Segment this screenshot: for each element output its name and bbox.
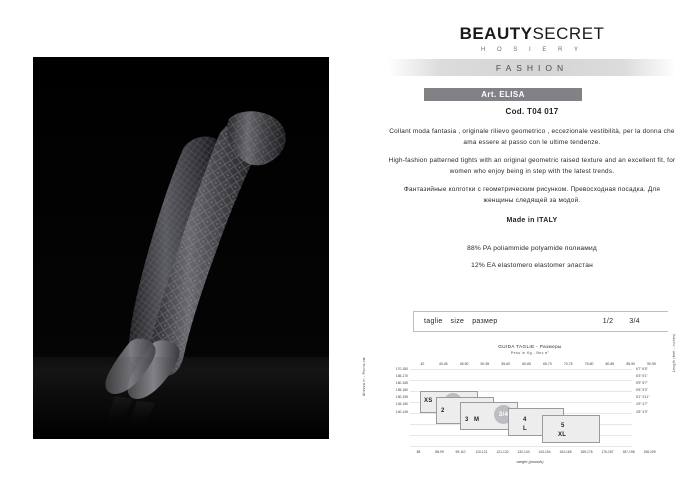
top-axis-tick: 50-55 — [480, 362, 490, 366]
bottom-axis-tick: 99-110 — [455, 450, 466, 454]
top-axis-tick: 80-85 — [605, 362, 615, 366]
left-axis-tick: 165-170 — [395, 374, 408, 379]
fashion-banner-label: FASHION — [495, 62, 569, 73]
size-block-label-xl: XL — [558, 432, 567, 438]
left-axis-ticks — [380, 366, 410, 416]
size-guide-title: GUIDA TAGLIE - Размеры — [498, 344, 562, 349]
sizes-labels — [414, 318, 603, 325]
size-guide-subtitle: Peso in Kg - Вес в° — [510, 351, 550, 355]
brand-subtitle: H O S I E R Y — [481, 47, 583, 53]
left-axis-tick: 155-160 — [395, 388, 408, 393]
article-badge — [424, 88, 582, 101]
right-axis-ticks — [634, 366, 660, 416]
bottom-axis-tick: 198-209 — [643, 450, 656, 454]
size-block-label-2: 2 — [441, 408, 445, 414]
grid-line — [410, 369, 632, 370]
size-guide-top-axis — [412, 362, 662, 366]
top-axis-tick: 85-90 — [626, 362, 636, 366]
brand-header — [388, 24, 676, 53]
right-axis-title: Length (feet - inches) — [672, 333, 676, 372]
bottom-axis-tick: 187-198 — [622, 450, 635, 454]
product-photo — [33, 57, 329, 439]
grid-line — [410, 380, 632, 381]
right-axis-tick: 6'3" 6'1" — [636, 374, 648, 379]
top-axis-tick: 70-75 — [563, 362, 573, 366]
left-axis-tick: 160-165 — [395, 381, 408, 386]
top-axis-tick: 90-95 — [647, 362, 656, 366]
article-label: Art. ELISA — [481, 90, 525, 99]
right-axis-tick: 4'9" 4'7" — [636, 402, 648, 407]
bottom-axis-tick: 143-154 — [538, 450, 551, 454]
made-in-label: Made in ITALY — [506, 217, 558, 224]
product-code: Cod. T04 017 — [505, 107, 559, 116]
size-block-5xl — [542, 415, 600, 443]
size-block-label-4: 4 — [523, 417, 527, 423]
top-axis-tick: 40-45 — [438, 362, 448, 366]
description-italian: Collant moda fantasia , originale rilievo geometrico , eccezionale vestibilità, per la donna che ama essere al passo con le ultime tendenze. — [389, 128, 675, 146]
size-guide-plot — [410, 369, 632, 447]
size-block-label-m: M — [474, 417, 480, 423]
sizes-label-en: size — [450, 318, 465, 325]
brand-name-part1: BEAUTY — [459, 24, 533, 43]
bottom-axis-title: weight (pounds) — [516, 460, 544, 464]
left-axis-tick: 170-180 — [395, 367, 408, 371]
size-value-1: 1/2 — [602, 318, 614, 325]
size-block-label-5: 5 — [561, 423, 565, 429]
sizes-values — [603, 318, 668, 325]
size-block-label-l: L — [523, 426, 527, 432]
right-axis-tick: 5'1" 4'11" — [636, 395, 650, 400]
bottom-axis-tick: 88 — [416, 450, 421, 454]
bottom-axis-tick: 121-132 — [496, 450, 509, 454]
top-axis-tick: 55-60 — [501, 362, 511, 366]
top-axis-tick: 60-65 — [522, 362, 531, 366]
fashion-banner — [388, 59, 676, 76]
bottom-axis-tick: 88-99 — [435, 450, 444, 454]
top-axis-tick: 45-50 — [459, 362, 469, 366]
size-circle-label: 3/4 — [498, 411, 509, 418]
brand-name-part2: SECRET — [532, 24, 605, 43]
right-axis-tick: 6'7" 6'5" — [636, 367, 648, 371]
right-axis-tick: 5'9" 5'7" — [636, 381, 648, 386]
top-axis-tick: 75-80 — [584, 362, 594, 366]
grid-line — [410, 446, 632, 447]
top-axis-tick: 65-70 — [543, 362, 552, 366]
left-axis-title: Altezza in - Росты см — [362, 357, 366, 396]
size-block-label-xs: XS — [424, 398, 433, 404]
description-english: High-fashion patterned tights with an original geometric raised texture and an excellent fit, for women who enjoy being in step with the latest trends. — [388, 157, 676, 175]
size-block-label-3: 3 — [465, 417, 469, 423]
brand-name — [388, 24, 676, 44]
left-axis-tick: 150-155 — [395, 395, 408, 400]
bottom-axis-tick: 154-165 — [559, 450, 572, 454]
composition-line-2: 12% EA elastomero elastomer эластан — [471, 262, 593, 269]
bottom-axis-tick: 165-176 — [580, 450, 593, 454]
top-axis-tick: 40 — [420, 362, 425, 366]
size-guide — [362, 333, 680, 474]
left-axis-tick: 145-150 — [395, 402, 408, 407]
right-axis-tick: 5'5" 5'3" — [636, 388, 648, 393]
sizes-label-ru: размер — [472, 318, 498, 325]
left-axis-tick: 140-145 — [395, 409, 408, 414]
size-guide-bottom-axis — [408, 450, 660, 454]
bottom-axis-tick: 176-187 — [601, 450, 614, 454]
description-russian: Фантазийные колготки с геометрическим рисунком. Превосходная посадка. Для женщины следящей за модой. — [403, 186, 661, 204]
sizes-label-it: taglie — [424, 318, 443, 325]
composition-line-1: 88% PA poliammide polyamide полиамид — [467, 245, 597, 252]
product-photo-illustration — [33, 57, 329, 439]
sizes-row — [413, 311, 668, 332]
bottom-axis-tick: 110-121 — [475, 450, 488, 454]
bottom-axis-tick: 132-143 — [517, 450, 530, 454]
size-value-2: 3/4 — [629, 318, 640, 325]
right-axis-tick: 4'5" 4'3" — [636, 409, 648, 414]
